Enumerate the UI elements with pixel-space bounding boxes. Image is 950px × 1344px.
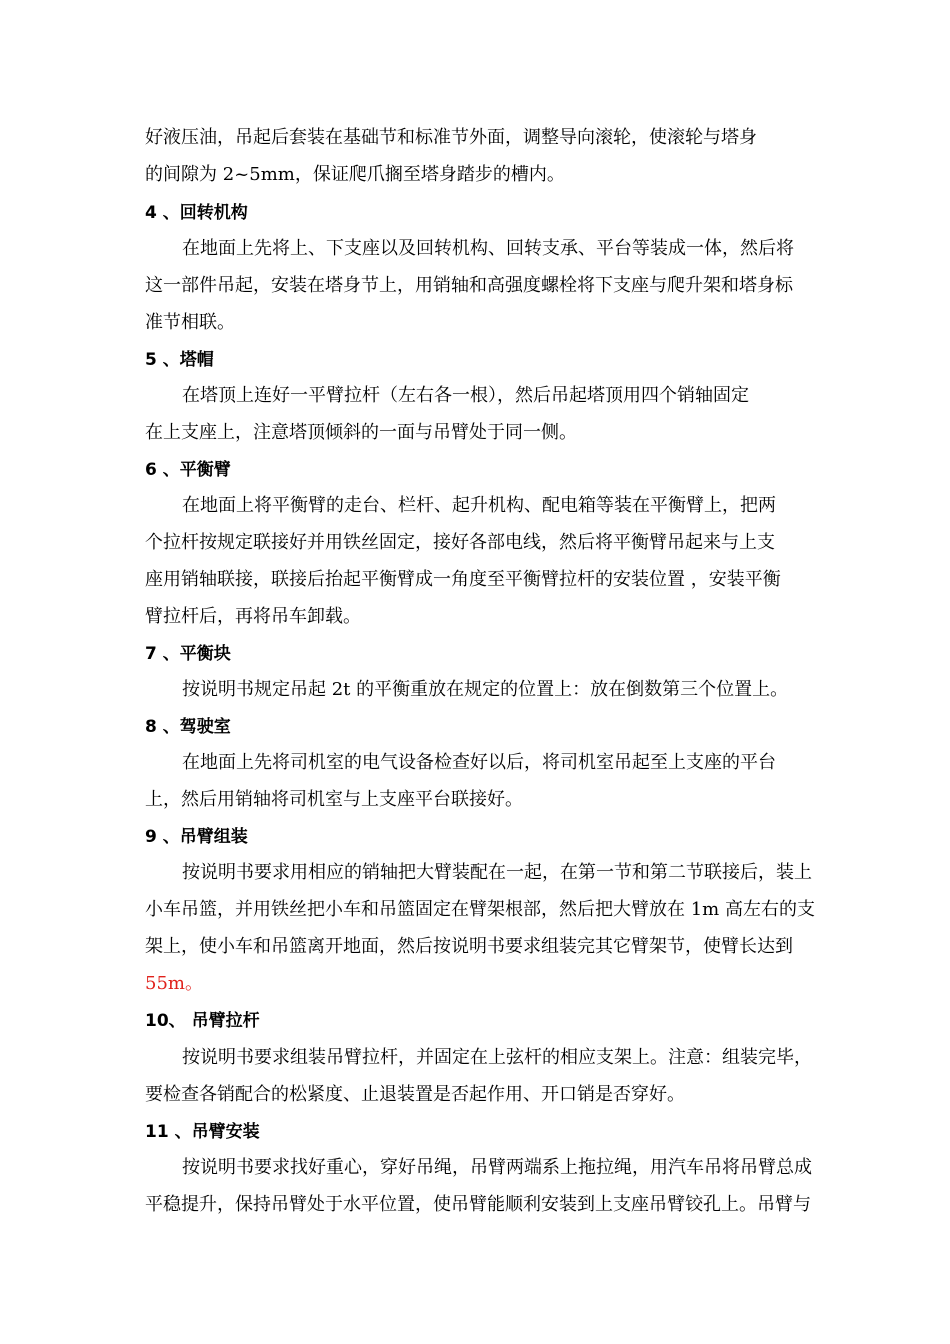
- paragraph-line: 的间隙为 2~5mm，保证爬爪搁至塔身踏步的槽内。: [145, 164, 565, 185]
- paragraph-line: 按说明书规定吊起 2t 的平衡重放在规定的位置上：放在倒数第三个位置上。: [182, 679, 789, 700]
- paragraph-line: 臂拉杆后，再将吊车卸载。: [145, 606, 361, 627]
- paragraph-line: 在上支座上，注意塔顶倾斜的一面与吊臂处于同一侧。: [145, 422, 577, 443]
- paragraph-line: 要检查各销配合的松紧度、止退装置是否起作用、开口销是否穿好。: [145, 1084, 685, 1105]
- paragraph-line: 架上，使小车和吊篮离开地面，然后按说明书要求组装完其它臂架节，使臂长达到: [145, 936, 793, 957]
- paragraph-line: 个拉杆按规定联接好并用铁丝固定，接好各部电线，然后将平衡臂吊起来与上支: [145, 532, 775, 553]
- section-heading-7: 7 、平衡块: [145, 644, 231, 664]
- paragraph-line: 按说明书要求找好重心，穿好吊绳，吊臂两端系上拖拉绳，用汽车吊将吊臂总成: [182, 1157, 812, 1178]
- paragraph-line: 好液压油，吊起后套装在基础节和标准节外面，调整导向滚轮，使滚轮与塔身: [145, 127, 757, 148]
- paragraph-line: 准节相联。: [145, 312, 235, 333]
- paragraph-line: 按说明书要求组装吊臂拉杆，并固定在上弦杆的相应支架上。注意：组装完毕，: [182, 1047, 812, 1068]
- paragraph-line: 上，然后用销轴将司机室与上支座平台联接好。: [145, 789, 523, 810]
- paragraph-line: 小车吊篮，并用铁丝把小车和吊篮固定在臂架根部，然后把大臂放在 1m 高左右的支: [145, 899, 815, 920]
- section-heading-4: 4 、回转机构: [145, 203, 248, 223]
- section-heading-5: 5 、塔帽: [145, 350, 214, 370]
- paragraph-line: 在地面上先将司机室的电气设备检查好以后，将司机室吊起至上支座的平台: [182, 752, 776, 773]
- paragraph-line: 座用销轴联接，联接后抬起平衡臂成一角度至平衡臂拉杆的安装位置 ，安装平衡: [145, 569, 781, 590]
- paragraph-line: 这一部件吊起，安装在塔身节上，用销轴和高强度螺栓将下支座与爬升架和塔身标: [145, 275, 793, 296]
- section-heading-8: 8 、驾驶室: [145, 717, 231, 737]
- paragraph-line: 平稳提升，保持吊臂处于水平位置，使吊臂能顺利安装到上支座吊臂铰孔上。吊臂与: [145, 1194, 811, 1215]
- paragraph-line: 在塔顶上连好一平臂拉杆（左右各一根），然后吊起塔顶用四个销轴固定: [182, 385, 749, 406]
- paragraph-line: 在地面上将平衡臂的走台、栏杆、起升机构、配电箱等装在平衡臂上，把两: [182, 495, 776, 516]
- paragraph-line: 按说明书要求用相应的销轴把大臂装配在一起，在第一节和第二节联接后，装上: [182, 862, 812, 883]
- section-heading-9: 9 、吊臂组装: [145, 827, 248, 847]
- section-heading-10: 10、 吊臂拉杆: [145, 1011, 260, 1031]
- highlighted-value: 55m。: [145, 973, 203, 994]
- paragraph-line: 在地面上先将上、下支座以及回转机构、回转支承、平台等装成一体，然后将: [182, 238, 794, 259]
- section-heading-11: 11 、吊臂安装: [145, 1122, 260, 1142]
- section-heading-6: 6 、平衡臂: [145, 460, 231, 480]
